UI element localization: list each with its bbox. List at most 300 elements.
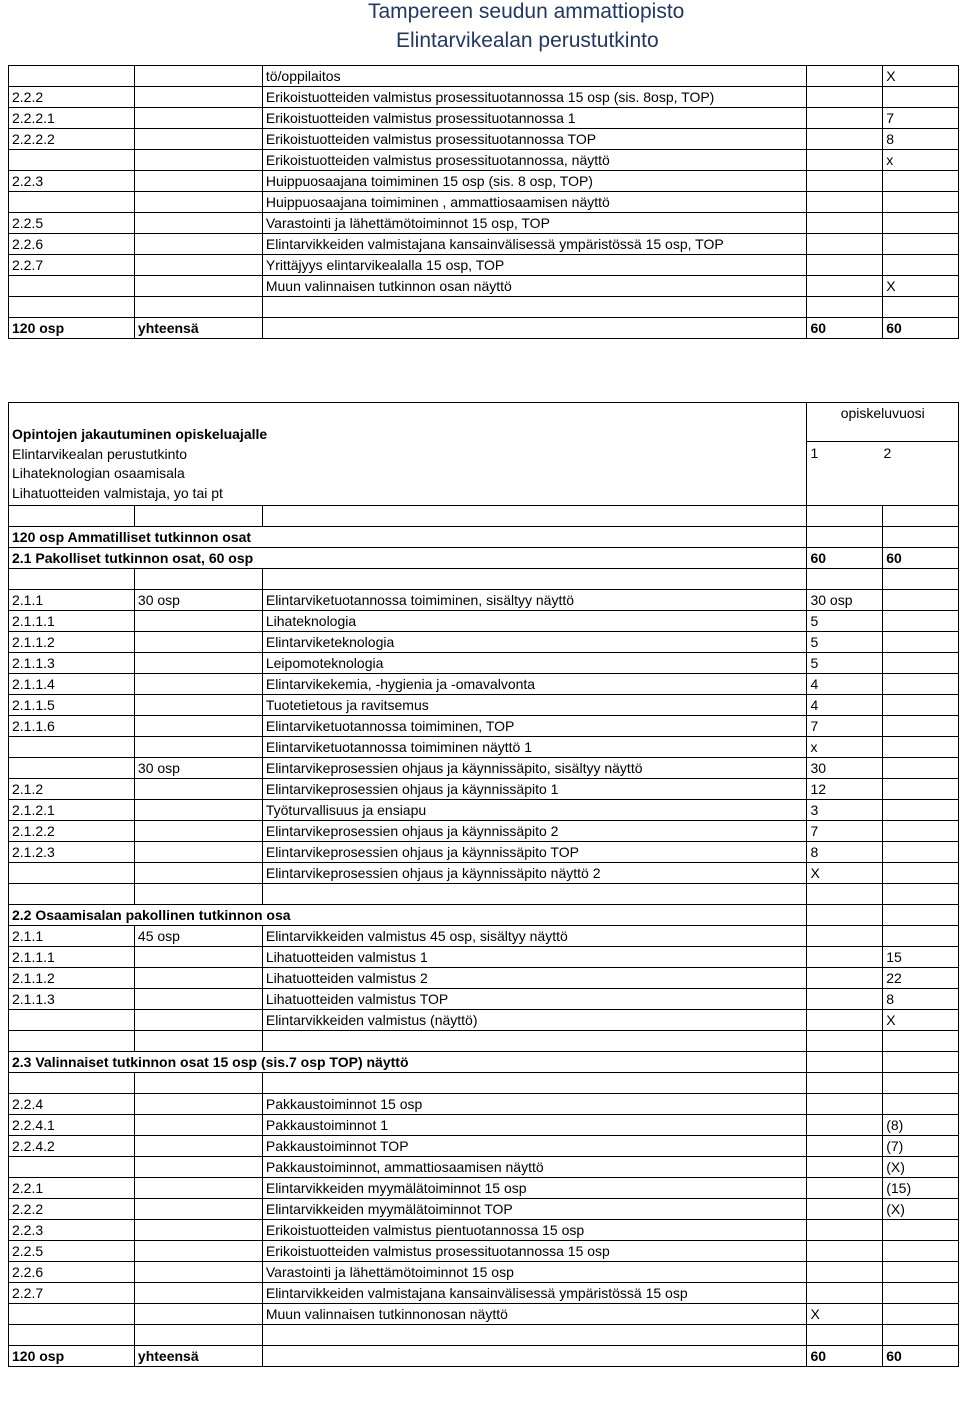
- row-code: 2.2.5: [9, 1241, 135, 1262]
- row-credits: [134, 1241, 262, 1262]
- row-year1-value: 5: [807, 653, 883, 674]
- row-year2-value: [883, 737, 959, 758]
- empty-cell: [9, 884, 135, 905]
- table-row: [9, 653, 959, 674]
- row-year2-value: [883, 234, 959, 255]
- table-row: [9, 171, 959, 192]
- row-title: Lihatuotteiden valmistus 2: [262, 968, 807, 989]
- empty-cell: [807, 569, 883, 590]
- row-year2-value: [883, 758, 959, 779]
- row-year2-value: [883, 779, 959, 800]
- row-year1-value: [807, 276, 883, 297]
- row-year2-value: [883, 695, 959, 716]
- row-code: 2.1.1.4: [9, 674, 135, 695]
- row-title: Elintarvikeprosessien ohjaus ja käynnissäpito, sisältyy näyttö: [262, 758, 807, 779]
- section-title: 2.1 Pakolliset tutkinnon osat, 60 osp: [9, 548, 807, 569]
- row-title: tö/oppilaitos: [262, 66, 807, 87]
- total-year1: 60: [807, 1346, 883, 1367]
- row-title: Elintarviketuotannossa toimiminen näyttö 1: [262, 737, 807, 758]
- empty-cell: [9, 506, 135, 527]
- table-row: [9, 1010, 959, 1031]
- table-row: [9, 276, 959, 297]
- section-ammatilliset: [9, 527, 959, 548]
- row-credits: [134, 171, 262, 192]
- table-row: [9, 695, 959, 716]
- total-label: yhteensä: [134, 318, 262, 339]
- table-row: [9, 632, 959, 653]
- row-code: 2.1.1: [9, 590, 135, 611]
- row-year1-value: [807, 1178, 883, 1199]
- spacer-row: [9, 569, 959, 590]
- row-year2-value: X: [883, 1010, 959, 1031]
- study-year-1: 1: [810, 445, 819, 461]
- row-year1-value: X: [807, 863, 883, 884]
- row-code: [9, 1304, 135, 1325]
- table-row: [9, 150, 959, 171]
- table-row: [9, 1094, 959, 1115]
- row-title: Huippuosaajana toimiminen , ammattiosaamisen näyttö: [262, 192, 807, 213]
- row-year1-value: 30 osp: [807, 590, 883, 611]
- heading-line-2: Elintarvikealan perustutkinto: [12, 445, 188, 462]
- total-year2: 60: [883, 1346, 959, 1367]
- table-row: [9, 1241, 959, 1262]
- row-code: 2.2.4.2: [9, 1136, 135, 1157]
- row-credits: [134, 653, 262, 674]
- table-row: [9, 1304, 959, 1325]
- row-code: 2.2.6: [9, 1262, 135, 1283]
- study-year-2: 2: [883, 445, 892, 461]
- row-code: 2.1.2: [9, 779, 135, 800]
- row-credits: [134, 632, 262, 653]
- empty-cell: [9, 1073, 135, 1094]
- row-title: Erikoistuotteiden valmistus prosessituotannossa 1: [262, 108, 807, 129]
- table-row: [9, 821, 959, 842]
- row-credits: [134, 129, 262, 150]
- spacer-row: [9, 1325, 959, 1346]
- row-code: 2.2.7: [9, 1283, 135, 1304]
- table-row: [9, 842, 959, 863]
- row-title: Erikoistuotteiden valmistus prosessituotannossa 15 osp (sis. 8osp, TOP): [262, 87, 807, 108]
- row-credits: [134, 716, 262, 737]
- document-header-degree: Elintarvikealan perustutkinto: [396, 29, 659, 52]
- row-year1-value: 4: [807, 674, 883, 695]
- row-title: Elintarvikkeiden valmistajana kansainvälisessä ympäristössä 15 osp, TOP: [262, 234, 807, 255]
- row-code: 2.2.3: [9, 1220, 135, 1241]
- row-code: 2.1.1.2: [9, 968, 135, 989]
- empty-cell: [262, 1346, 807, 1367]
- section-year2-value: 60: [883, 548, 959, 569]
- row-title: Elintarvikkeiden myymälätoiminnot TOP: [262, 1199, 807, 1220]
- row-credits: [134, 1157, 262, 1178]
- row-code: 2.1.1.3: [9, 989, 135, 1010]
- section-year2-value: [883, 1052, 959, 1073]
- row-title: Lihatuotteiden valmistus 1: [262, 947, 807, 968]
- table-row: [9, 779, 959, 800]
- row-credits: [134, 695, 262, 716]
- empty-cell: [9, 1325, 135, 1346]
- empty-cell: [262, 569, 807, 590]
- row-year2-value: (X): [883, 1199, 959, 1220]
- row-title: Elintarviketuotannossa toimiminen, sisältyy näyttö: [262, 590, 807, 611]
- row-credits: [134, 66, 262, 87]
- total-row: [9, 1346, 959, 1367]
- table-row: [9, 758, 959, 779]
- row-code: [9, 737, 135, 758]
- table-row: [9, 989, 959, 1010]
- row-title: Erikoistuotteiden valmistus prosessituotannossa 15 osp: [262, 1241, 807, 1262]
- row-credits: [134, 737, 262, 758]
- row-credits: [134, 1304, 262, 1325]
- row-year1-value: [807, 1199, 883, 1220]
- row-code: 2.1.1.3: [9, 653, 135, 674]
- row-year1-value: [807, 1262, 883, 1283]
- row-title: Tuotetietous ja ravitsemus: [262, 695, 807, 716]
- total-credits: 120 osp: [9, 318, 135, 339]
- row-year2-value: [883, 926, 959, 947]
- empty-cell: [262, 884, 807, 905]
- row-year2-value: (15): [883, 1178, 959, 1199]
- row-credits: [134, 989, 262, 1010]
- table-row: [9, 611, 959, 632]
- row-year2-value: X: [883, 66, 959, 87]
- row-year1-value: [807, 1136, 883, 1157]
- row-year2-value: 7: [883, 108, 959, 129]
- empty-cell: [807, 297, 883, 318]
- row-year1-value: 5: [807, 632, 883, 653]
- total-year1: 60: [807, 318, 883, 339]
- row-credits: [134, 1136, 262, 1157]
- row-code: 2.1.1: [9, 926, 135, 947]
- row-year1-value: [807, 1115, 883, 1136]
- row-credits: 45 osp: [134, 926, 262, 947]
- row-code: 2.2.2: [9, 1199, 135, 1220]
- heading-line-1: Opintojen jakautuminen opiskeluajalle: [12, 426, 268, 442]
- row-title: Erikoistuotteiden valmistus pientuotannossa 15 osp: [262, 1220, 807, 1241]
- row-year2-value: [883, 716, 959, 737]
- row-credits: [134, 1199, 262, 1220]
- row-credits: [134, 968, 262, 989]
- empty-cell: [134, 884, 262, 905]
- row-code: 2.2.2.2: [9, 129, 135, 150]
- row-code: [9, 150, 135, 171]
- section-year2-value: [883, 527, 959, 548]
- row-title: Elintarvikeprosessien ohjaus ja käynnissäpito näyttö 2: [262, 863, 807, 884]
- row-credits: [134, 192, 262, 213]
- row-code: 2.2.3: [9, 171, 135, 192]
- row-title: Pakkaustoiminnot 15 osp: [262, 1094, 807, 1115]
- table-row: [9, 800, 959, 821]
- table-row: [9, 737, 959, 758]
- row-code: [9, 1010, 135, 1031]
- row-year2-value: [883, 1283, 959, 1304]
- section-year1-value: [807, 1052, 883, 1073]
- row-year2-value: [883, 1220, 959, 1241]
- heading-line-3: Lihateknologian osaamisala: [12, 465, 185, 481]
- row-year1-value: [807, 1220, 883, 1241]
- row-year2-value: 15: [883, 947, 959, 968]
- row-year2-value: [883, 674, 959, 695]
- empty-cell: [134, 506, 262, 527]
- row-code: 2.1.1.1: [9, 611, 135, 632]
- row-code: 2.2.2: [9, 87, 135, 108]
- table-row: [9, 1157, 959, 1178]
- row-title: Varastointi ja lähettämötoiminnot 15 osp, TOP: [262, 213, 807, 234]
- row-year2-value: [883, 863, 959, 884]
- row-credits: [134, 1010, 262, 1031]
- row-year2-value: [883, 590, 959, 611]
- row-code: [9, 758, 135, 779]
- study-distribution-table: [8, 402, 959, 1367]
- empty-cell: [262, 506, 807, 527]
- row-year1-value: [807, 129, 883, 150]
- table-row: [9, 968, 959, 989]
- row-code: 2.2.5: [9, 213, 135, 234]
- row-year2-value: [883, 1241, 959, 1262]
- empty-cell: [883, 506, 959, 527]
- section-year1-value: 60: [807, 548, 883, 569]
- row-credits: [134, 1220, 262, 1241]
- row-year1-value: 8: [807, 842, 883, 863]
- spacer-row: [9, 1031, 959, 1052]
- row-title: Työturvallisuus ja ensiapu: [262, 800, 807, 821]
- table-row: [9, 87, 959, 108]
- row-year2-value: 8: [883, 989, 959, 1010]
- table-row: [9, 192, 959, 213]
- row-year2-value: [883, 171, 959, 192]
- empty-cell: [883, 569, 959, 590]
- table-row: [9, 1283, 959, 1304]
- total-year2: 60: [883, 318, 959, 339]
- empty-cell: [9, 569, 135, 590]
- row-year1-value: [807, 108, 883, 129]
- table-row: [9, 674, 959, 695]
- row-credits: [134, 947, 262, 968]
- section-year2-value: [883, 905, 959, 926]
- row-title: Lihateknologia: [262, 611, 807, 632]
- row-year2-value: 22: [883, 968, 959, 989]
- row-year2-value: [883, 192, 959, 213]
- row-year1-value: [807, 968, 883, 989]
- section-title: 120 osp Ammatilliset tutkinnon osat: [9, 527, 807, 548]
- row-year1-value: 12: [807, 779, 883, 800]
- row-title: Elintarvikeprosessien ohjaus ja käynnissäpito 2: [262, 821, 807, 842]
- row-year2-value: [883, 632, 959, 653]
- row-title: Lihatuotteiden valmistus TOP: [262, 989, 807, 1010]
- empty-cell: [807, 506, 883, 527]
- empty-cell: [262, 1325, 807, 1346]
- row-code: 2.1.1.2: [9, 632, 135, 653]
- total-row: [9, 318, 959, 339]
- row-credits: [134, 108, 262, 129]
- table-row: [9, 255, 959, 276]
- empty-cell: [262, 1073, 807, 1094]
- row-year2-value: [883, 800, 959, 821]
- row-credits: [134, 1115, 262, 1136]
- row-year2-value: [883, 255, 959, 276]
- row-title: Leipomoteknologia: [262, 653, 807, 674]
- row-year1-value: [807, 87, 883, 108]
- row-title: Erikoistuotteiden valmistus prosessituotannossa TOP: [262, 129, 807, 150]
- empty-cell: [883, 1325, 959, 1346]
- row-year2-value: (X): [883, 1157, 959, 1178]
- row-year1-value: [807, 192, 883, 213]
- row-year2-value: [883, 611, 959, 632]
- row-year1-value: [807, 1157, 883, 1178]
- row-credits: 30 osp: [134, 758, 262, 779]
- table-row: [9, 1115, 959, 1136]
- empty-cell: [262, 1031, 807, 1052]
- section-valinnaiset: [9, 1052, 959, 1073]
- section-title: 2.3 Valinnaiset tutkinnon osat 15 osp (sis.7 osp TOP) näyttö: [9, 1052, 807, 1073]
- section-title: 2.2 Osaamisalan pakollinen tutkinnon osa: [9, 905, 807, 926]
- empty-cell: [807, 1031, 883, 1052]
- empty-cell: [883, 1073, 959, 1094]
- row-title: Elintarvikeprosessien ohjaus ja käynnissäpito TOP: [262, 842, 807, 863]
- table-row: [9, 66, 959, 87]
- row-code: 2.2.7: [9, 255, 135, 276]
- empty-cell: [262, 318, 807, 339]
- row-year2-value: [883, 821, 959, 842]
- row-year1-value: 30: [807, 758, 883, 779]
- row-title: Pakkaustoiminnot 1: [262, 1115, 807, 1136]
- top-schedule-table: [8, 65, 959, 339]
- row-year1-value: [807, 947, 883, 968]
- row-credits: [134, 276, 262, 297]
- total-label: yhteensä: [134, 1346, 262, 1367]
- row-year1-value: [807, 213, 883, 234]
- row-year1-value: 5: [807, 611, 883, 632]
- row-year2-value: [883, 1262, 959, 1283]
- row-title: Yrittäjyys elintarvikealalla 15 osp, TOP: [262, 255, 807, 276]
- row-code: 2.2.1: [9, 1178, 135, 1199]
- row-code: [9, 276, 135, 297]
- row-year2-value: [883, 213, 959, 234]
- row-title: Elintarvikekemia, -hygienia ja -omavalvonta: [262, 674, 807, 695]
- row-credits: [134, 150, 262, 171]
- row-year1-value: [807, 1010, 883, 1031]
- table-row: [9, 234, 959, 255]
- table-row: [9, 863, 959, 884]
- table-row: [9, 716, 959, 737]
- table-row: [9, 1136, 959, 1157]
- row-code: 2.1.2.3: [9, 842, 135, 863]
- row-credits: [134, 842, 262, 863]
- row-credits: [134, 213, 262, 234]
- row-code: 2.1.2.1: [9, 800, 135, 821]
- empty-cell: [9, 1031, 135, 1052]
- row-year1-value: 3: [807, 800, 883, 821]
- row-code: [9, 66, 135, 87]
- row-year2-value: X: [883, 276, 959, 297]
- spacer-row: [9, 506, 959, 527]
- row-code: 2.1.1.1: [9, 947, 135, 968]
- row-year2-value: [883, 1094, 959, 1115]
- row-credits: [134, 1178, 262, 1199]
- section-pakolliset: [9, 548, 959, 569]
- row-credits: [134, 255, 262, 276]
- row-year2-value: (7): [883, 1136, 959, 1157]
- empty-cell: [134, 569, 262, 590]
- row-title: Varastointi ja lähettämötoiminnot 15 osp: [262, 1262, 807, 1283]
- study-year-header: [807, 403, 959, 506]
- row-year1-value: x: [807, 737, 883, 758]
- spacer-row: [9, 1073, 959, 1094]
- row-credits: [134, 674, 262, 695]
- row-year1-value: [807, 1283, 883, 1304]
- empty-cell: [883, 884, 959, 905]
- row-year2-value: x: [883, 150, 959, 171]
- row-year2-value: [883, 87, 959, 108]
- row-year1-value: [807, 1094, 883, 1115]
- empty-cell: [807, 1073, 883, 1094]
- row-code: 2.2.4: [9, 1094, 135, 1115]
- table-row: [9, 129, 959, 150]
- row-year1-value: 4: [807, 695, 883, 716]
- row-title: Elintarviketuotannossa toimiminen, TOP: [262, 716, 807, 737]
- row-year1-value: [807, 926, 883, 947]
- spacer-row: [9, 884, 959, 905]
- empty-cell: [9, 297, 135, 318]
- row-credits: [134, 234, 262, 255]
- row-title: Elintarvikkeiden myymälätoiminnot 15 osp: [262, 1178, 807, 1199]
- row-credits: [134, 779, 262, 800]
- section-year1-value: [807, 527, 883, 548]
- table-row: [9, 213, 959, 234]
- row-code: [9, 863, 135, 884]
- empty-cell: [262, 297, 807, 318]
- row-year2-value: [883, 842, 959, 863]
- row-code: [9, 1157, 135, 1178]
- document-header-school: Tampereen seudun ammattiopisto: [368, 0, 685, 23]
- row-credits: [134, 87, 262, 108]
- row-year1-value: [807, 255, 883, 276]
- row-title: Pakkaustoiminnot TOP: [262, 1136, 807, 1157]
- row-title: Elintarvikkeiden valmistajana kansainvälisessä ympäristössä 15 osp: [262, 1283, 807, 1304]
- row-code: [9, 192, 135, 213]
- row-title: Elintarvikeprosessien ohjaus ja käynnissäpito 1: [262, 779, 807, 800]
- row-credits: [134, 800, 262, 821]
- row-year2-value: 8: [883, 129, 959, 150]
- empty-cell: [883, 297, 959, 318]
- row-code: 2.2.2.1: [9, 108, 135, 129]
- section-year1-value: [807, 905, 883, 926]
- row-year1-value: [807, 989, 883, 1010]
- heading-line-4: Lihatuotteiden valmistaja, yo tai pt: [12, 484, 223, 501]
- row-credits: [134, 863, 262, 884]
- row-code: 2.1.1.5: [9, 695, 135, 716]
- row-year1-value: [807, 66, 883, 87]
- row-credits: [134, 1262, 262, 1283]
- empty-cell: [134, 1031, 262, 1052]
- row-credits: [134, 1094, 262, 1115]
- row-credits: 30 osp: [134, 590, 262, 611]
- spacer-row: [9, 297, 959, 318]
- table-heading: [9, 403, 807, 506]
- row-year2-value: [883, 1304, 959, 1325]
- row-title: Elintarvikkeiden valmistus (näyttö): [262, 1010, 807, 1031]
- empty-cell: [134, 297, 262, 318]
- row-code: 2.2.4.1: [9, 1115, 135, 1136]
- table-row: [9, 1199, 959, 1220]
- row-year1-value: [807, 150, 883, 171]
- row-title: Pakkaustoiminnot, ammattiosaamisen näyttö: [262, 1157, 807, 1178]
- row-title: Muun valinnaisen tutkinnon osan näyttö: [262, 276, 807, 297]
- row-code: 2.1.1.6: [9, 716, 135, 737]
- row-year2-value: (8): [883, 1115, 959, 1136]
- row-title: Erikoistuotteiden valmistus prosessituotannossa, näyttö: [262, 150, 807, 171]
- table-row: [9, 590, 959, 611]
- empty-cell: [807, 884, 883, 905]
